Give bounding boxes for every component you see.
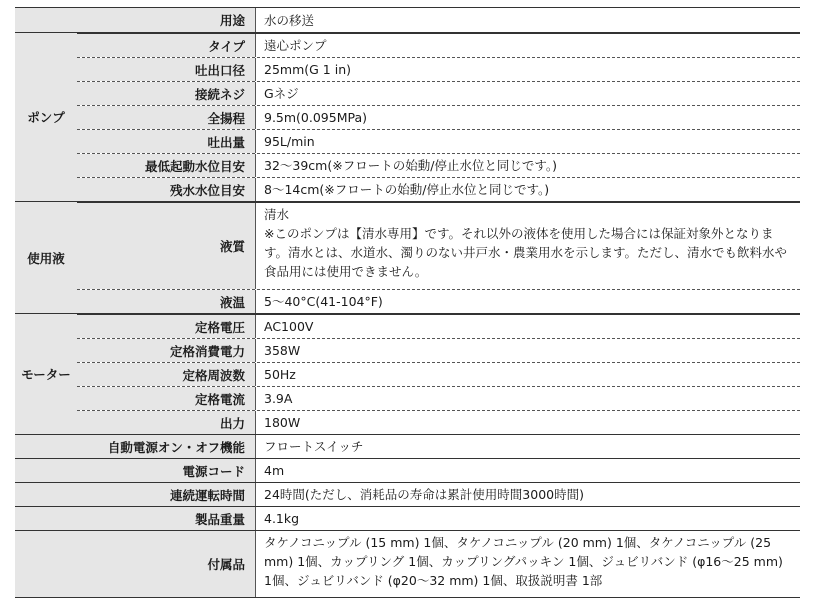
spec-row — [77, 106, 800, 130]
spec-value: 水の移送 — [255, 8, 800, 32]
spec-row — [15, 459, 800, 483]
spec-label: 最低起動水位目安 — [77, 154, 255, 177]
spec-value: 358W — [255, 339, 800, 362]
spec-row — [77, 178, 800, 201]
spec-value: 180W — [255, 411, 800, 434]
spec-row — [77, 290, 800, 313]
spec-value: 50Hz — [255, 363, 800, 386]
spec-label: 電源コード — [15, 459, 255, 482]
spec-row — [77, 33, 800, 58]
spec-label: 用途 — [15, 8, 255, 32]
spec-row — [77, 411, 800, 434]
spec-row — [77, 314, 800, 339]
spec-row — [77, 82, 800, 106]
spec-label: 液質 — [77, 203, 255, 289]
spec-value: 95L/min — [255, 130, 800, 153]
pump-group — [15, 33, 800, 202]
spec-table — [15, 7, 800, 598]
spec-value-multiline: タケノコニップル (15 mm) 1個、タケノコニップル (20 mm) 1個、タケノコニップル (25 mm) 1個、カップリング 1個、カップリングパッキン 1個、ジュビリバンド (φ16～25 mm) 1個、ジュビリバンド (φ20～32 mm) 1個、取扱説明書 1部 — [255, 531, 800, 597]
spec-value: フロートスイッチ — [255, 435, 800, 458]
spec-value: 4.1kg — [255, 507, 800, 530]
motor-group — [15, 314, 800, 435]
spec-value: 8～14cm(※フロートの始動/停止水位と同じです。) — [255, 178, 800, 201]
spec-label: タイプ — [77, 34, 255, 57]
spec-label: 吐出口径 — [77, 58, 255, 81]
liquid-group — [15, 202, 800, 314]
spec-row — [77, 130, 800, 154]
spec-label: 付属品 — [15, 531, 255, 597]
spec-label: 連続運転時間 — [15, 483, 255, 506]
spec-label: 自動電源オン・オフ機能 — [15, 435, 255, 458]
spec-row — [77, 202, 800, 290]
spec-value: 25mm(G 1 in) — [255, 58, 800, 81]
spec-label: 出力 — [77, 411, 255, 434]
spec-value: AC100V — [255, 315, 800, 338]
spec-value: 5～40°C(41-104°F) — [255, 290, 800, 313]
spec-label: 定格電圧 — [77, 315, 255, 338]
spec-label: 接続ネジ — [77, 82, 255, 105]
spec-label: 全揚程 — [77, 106, 255, 129]
spec-row — [77, 363, 800, 387]
spec-label: 残水水位目安 — [77, 178, 255, 201]
spec-label: 液温 — [77, 290, 255, 313]
spec-label: 製品重量 — [15, 507, 255, 530]
group-label-motor: モーター — [15, 314, 77, 435]
spec-label: 定格周波数 — [77, 363, 255, 386]
group-label-pump: ポンプ — [15, 33, 77, 202]
group-label-liquid: 使用液 — [15, 202, 77, 314]
spec-label: 定格消費電力 — [77, 339, 255, 362]
spec-row — [15, 507, 800, 531]
spec-value-multiline — [255, 203, 800, 289]
spec-value: 32～39cm(※フロートの始動/停止水位と同じです。) — [255, 154, 800, 177]
spec-label: 定格電流 — [77, 387, 255, 410]
spec-row — [15, 531, 800, 598]
spec-row — [15, 483, 800, 507]
spec-value: 4m — [255, 459, 800, 482]
spec-row — [15, 435, 800, 459]
spec-value: 3.9A — [255, 387, 800, 410]
spec-value: Gネジ — [255, 82, 800, 105]
spec-row — [77, 387, 800, 411]
spec-row — [77, 154, 800, 178]
spec-row — [77, 58, 800, 82]
liquid-quality-text: 清水 ※このポンプは【清水専用】です。それ以外の液体を使用した場合には保証対象外となります。清水とは、水道水、濁りのない井戸水・農業用水を示します。ただし、清水でも飲料水や食品用には使用できません。 — [264, 207, 788, 279]
spec-value: 24時間(ただし、消耗品の寿命は累計使用時間3000時間) — [255, 483, 800, 506]
spec-row-use — [15, 7, 800, 33]
spec-value: 遠心ポンプ — [255, 34, 800, 57]
spec-label: 吐出量 — [77, 130, 255, 153]
spec-row — [77, 339, 800, 363]
spec-value: 9.5m(0.095MPa) — [255, 106, 800, 129]
